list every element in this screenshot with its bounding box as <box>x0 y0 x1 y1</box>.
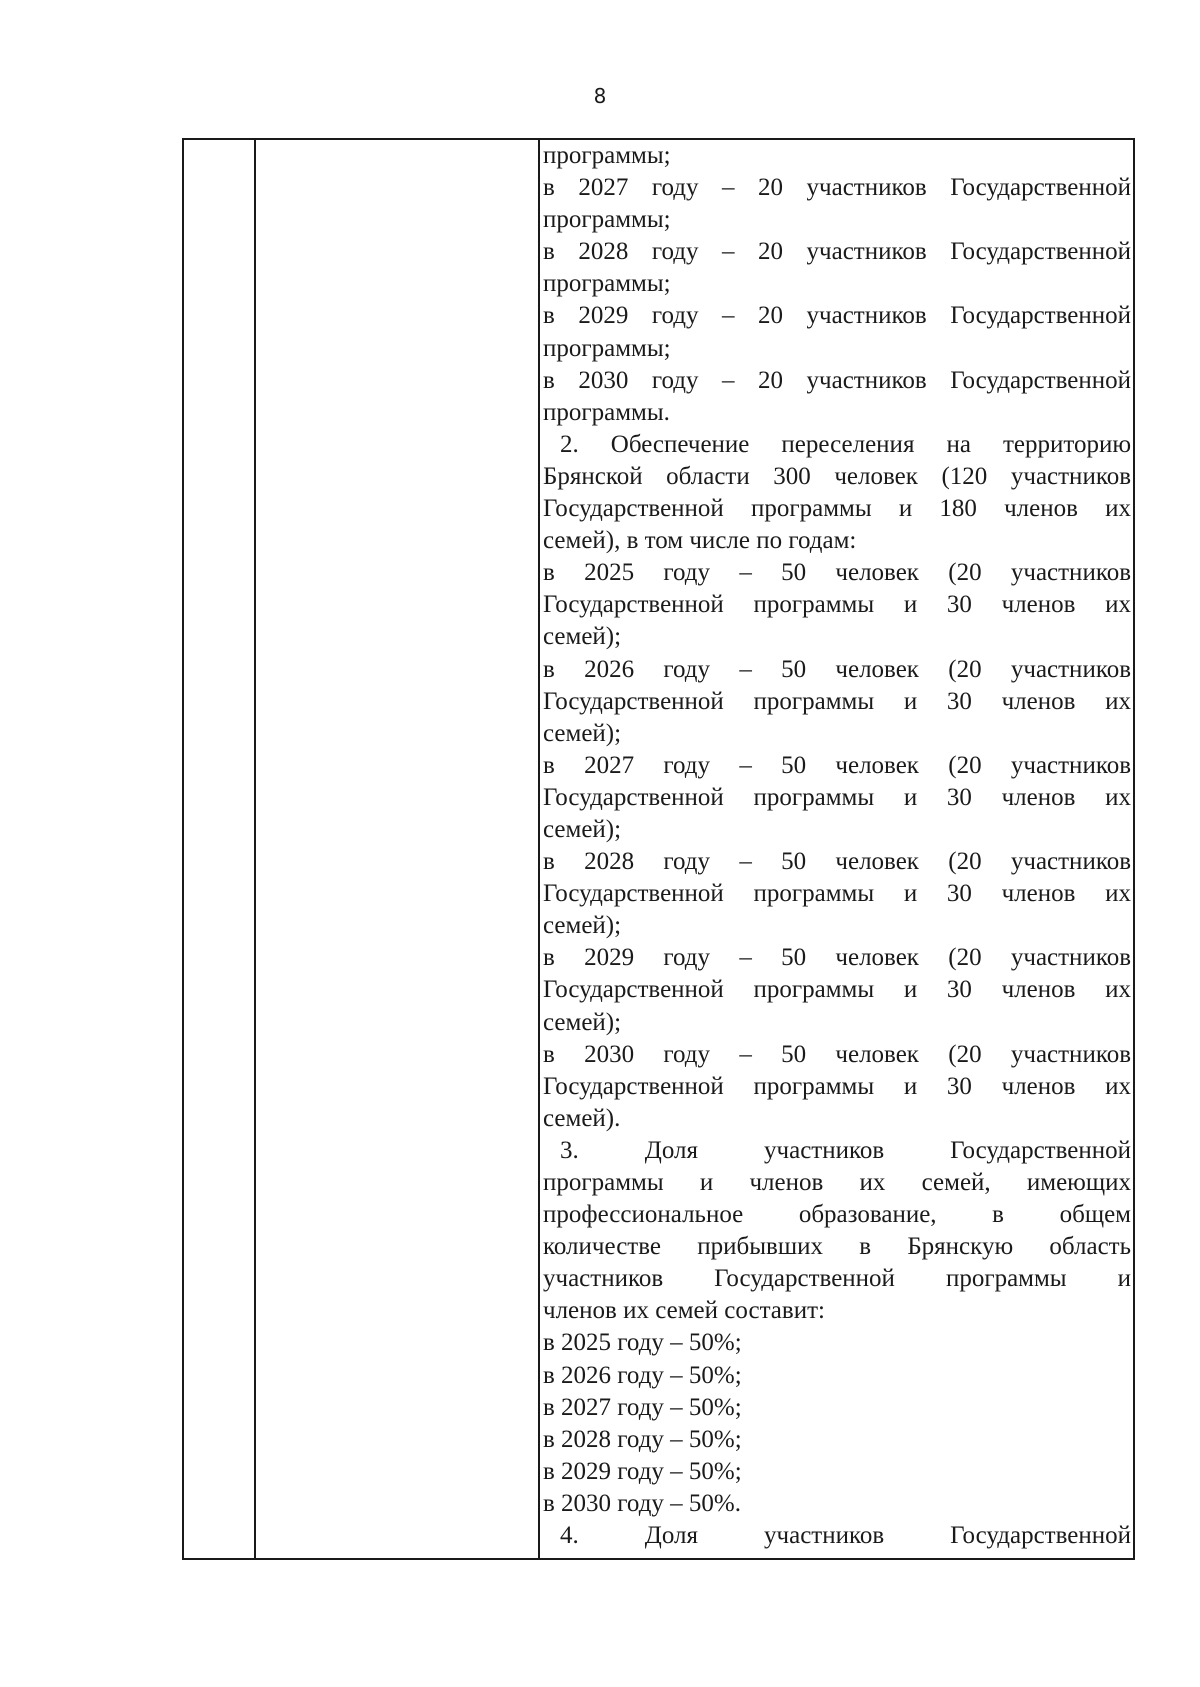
text-line: семей); <box>543 623 622 651</box>
text-line: в 2030 году – 20 участников Государственной <box>543 366 1131 394</box>
text-line: в 2029 году – 20 участников Государственной <box>543 302 1131 330</box>
text-line: программы. <box>543 398 670 426</box>
text-line: количестве прибывших в Брянскую область <box>543 1233 1131 1261</box>
text-line: Государственной программы и 30 членов их <box>543 687 1131 715</box>
text-line: программы; <box>543 334 671 362</box>
table-column-name <box>256 140 540 1558</box>
text-line: в 2027 году – 20 участников Государственной <box>543 174 1131 202</box>
text-line: в 2026 году – 50 человек (20 участников <box>543 655 1131 683</box>
page-number: 8 <box>593 84 607 108</box>
program-table <box>182 138 1135 1560</box>
text-line: в 2026 году – 50%; <box>543 1361 742 1389</box>
text-line: семей); <box>543 912 622 940</box>
text-line: программы; <box>543 206 671 234</box>
text-line: участников Государственной программы и <box>543 1265 1131 1293</box>
text-line: Государственной программы и 30 членов их <box>543 591 1131 619</box>
text-line: 4. Доля участников Государственной <box>560 1522 1131 1550</box>
text-line: Государственной программы и 30 членов их <box>543 1072 1131 1100</box>
text-line: 2. Обеспечение переселения на территорию <box>560 430 1131 458</box>
text-line: в 2028 году – 50%; <box>543 1425 742 1453</box>
text-line: семей); <box>543 1008 622 1036</box>
text-line: членов их семей составит: <box>543 1297 825 1325</box>
text-line: Государственной программы и 30 членов их <box>543 880 1131 908</box>
text-line: программы; <box>543 270 671 298</box>
text-line: Государственной программы и 30 членов их <box>543 783 1131 811</box>
text-line: в 2029 году – 50%; <box>543 1457 742 1485</box>
text-line: в 2025 году – 50 человек (20 участников <box>543 559 1131 587</box>
text-line: семей), в том числе по годам: <box>543 527 857 555</box>
text-line: Государственной программы и 30 членов их <box>543 976 1131 1004</box>
text-line: в 2029 году – 50 человек (20 участников <box>543 944 1131 972</box>
table-column-number <box>184 140 256 1558</box>
text-line: профессиональное образование, в общем <box>543 1201 1131 1229</box>
text-line: семей); <box>543 719 622 747</box>
text-line: в 2027 году – 50%; <box>543 1393 742 1421</box>
text-line: в 2030 году – 50%. <box>543 1489 742 1517</box>
text-line: в 2027 году – 50 человек (20 участников <box>543 751 1131 779</box>
text-line: в 2028 году – 50 человек (20 участников <box>543 848 1131 876</box>
text-line: в 2025 году – 50%; <box>543 1329 742 1357</box>
text-line: 3. Доля участников Государственной <box>560 1136 1131 1164</box>
text-line: Государственной программы и 180 членов их <box>543 495 1131 523</box>
text-line: семей); <box>543 815 622 843</box>
text-line: Брянской области 300 человек (120 участников <box>543 462 1131 490</box>
text-line: программы; <box>543 142 671 169</box>
indicators-text-cell <box>540 140 1135 1552</box>
text-line: программы и членов их семей, имеющих <box>543 1169 1131 1196</box>
text-line: в 2030 году – 50 человек (20 участников <box>543 1040 1131 1068</box>
text-line: в 2028 году – 20 участников Государственной <box>543 238 1131 266</box>
text-line: семей). <box>543 1104 621 1132</box>
